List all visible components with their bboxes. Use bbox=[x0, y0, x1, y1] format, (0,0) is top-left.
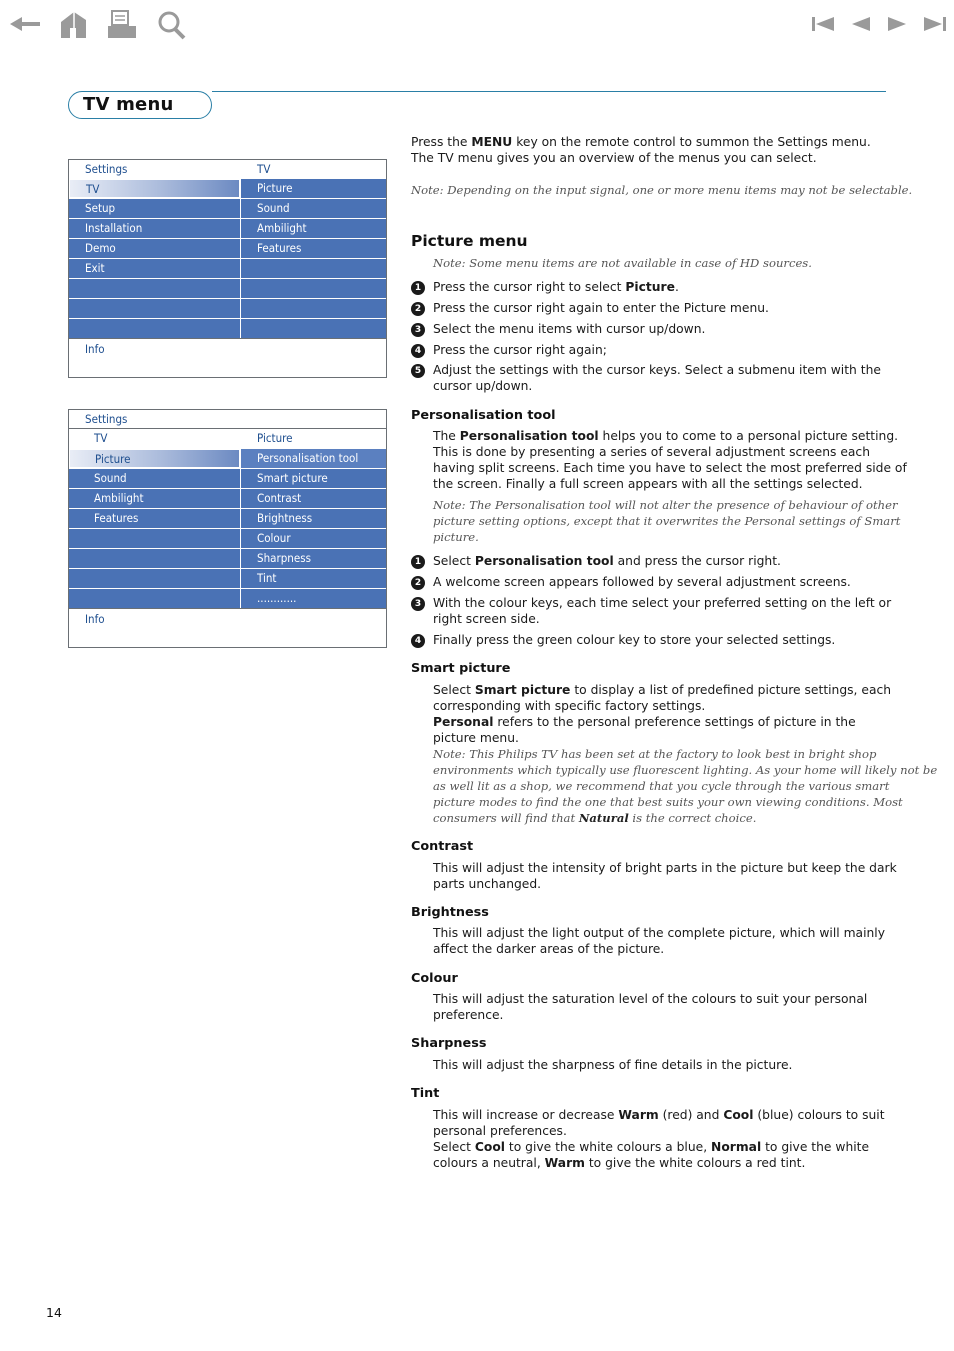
menu-item-installation[interactable]: Installation bbox=[69, 219, 240, 238]
menu-item-setup[interactable]: Setup bbox=[69, 199, 240, 218]
smart-picture-note: Note: This Philips TV has been set at the factory to look best in bright shop environments which typically use fluorescent lighting. As your home will likely not be as well lit as a shop, we recommend that you cycle through the various smart picture modes to find the one that best suits your own viewing conditions. Most consumers will find that Natural is the correct choice. bbox=[433, 747, 938, 825]
submenu-item-tint[interactable]: Tint bbox=[241, 569, 386, 588]
personalisation-note: Note: The Personalisation tool will not alter the presence of behaviour of other picture setting options, except that it overwrites the Personal settings of Smart picture. bbox=[433, 498, 901, 544]
step-text: Select Personalisation tool and press the cursor right. bbox=[433, 554, 781, 568]
step-number: 5 bbox=[411, 364, 425, 378]
tint-heading: Tint bbox=[411, 1086, 440, 1101]
intro-text: The TV menu gives you an overview of the menus you can select. bbox=[411, 151, 817, 165]
picture-menu-heading: Picture menu bbox=[411, 232, 528, 250]
submenu-item-empty bbox=[241, 259, 386, 278]
step-number: 1 bbox=[411, 281, 425, 295]
menu-item-empty bbox=[69, 589, 240, 608]
menu-header-tv: TV bbox=[257, 162, 271, 176]
title-rule bbox=[212, 91, 886, 92]
submenu-item-sharpness[interactable]: Sharpness bbox=[241, 549, 386, 568]
step-text: With the colour keys, each time select your preferred setting on the left or right screen side. bbox=[433, 596, 892, 626]
intro-text: key on the remote control to summon the Settings menu. bbox=[512, 135, 871, 149]
personalisation-paragraph: The Personalisation tool helps you to come to a personal picture setting. This is done by presenting a series of several adjustment screens each having split screens. Each time you have to select the most preferred side of the screen. Finally a full screen appears with all the settings selected. bbox=[433, 429, 907, 491]
menu-item-empty bbox=[69, 279, 240, 298]
submenu-item-contrast[interactable]: Contrast bbox=[241, 489, 386, 508]
menu-row[interactable] bbox=[69, 199, 386, 219]
section-title-box bbox=[68, 91, 212, 119]
menu-row[interactable] bbox=[69, 489, 386, 509]
first-page-icon[interactable] bbox=[806, 8, 842, 42]
last-page-icon[interactable] bbox=[918, 8, 952, 42]
smart-picture-heading: Smart picture bbox=[411, 661, 511, 676]
next-page-icon[interactable] bbox=[880, 8, 916, 42]
menu-info: Info bbox=[85, 612, 105, 626]
submenu-item-empty bbox=[241, 319, 386, 338]
intro-note: Note: Depending on the input signal, one or more menu items may not be selectable. bbox=[411, 183, 913, 197]
sharpness-heading: Sharpness bbox=[411, 1036, 487, 1051]
menu-subheader-row bbox=[69, 429, 386, 449]
step-text: Press the cursor right again to enter the Picture menu. bbox=[433, 301, 769, 315]
previous-page-icon[interactable] bbox=[842, 8, 878, 42]
menu-item-picture[interactable]: Picture bbox=[69, 449, 240, 468]
menu-key-label: MENU bbox=[471, 135, 513, 149]
sharpness-paragraph: This will adjust the sharpness of fine details in the picture. bbox=[433, 1058, 793, 1072]
step-number: 3 bbox=[411, 323, 425, 337]
brightness-heading: Brightness bbox=[411, 905, 489, 920]
submenu-item-empty bbox=[241, 299, 386, 318]
menu-row-empty bbox=[69, 279, 386, 299]
submenu-item-ambilight[interactable]: Ambilight bbox=[241, 219, 386, 238]
menu-item-empty bbox=[69, 569, 240, 588]
menu-row[interactable] bbox=[69, 529, 386, 549]
menu-divider bbox=[69, 338, 386, 339]
menu-item-exit[interactable]: Exit bbox=[69, 259, 240, 278]
submenu-item-picture[interactable]: Picture bbox=[241, 179, 386, 198]
step-text: Press the cursor right again; bbox=[433, 343, 607, 357]
print-icon[interactable] bbox=[104, 8, 140, 42]
submenu-item-colour[interactable]: Colour bbox=[241, 529, 386, 548]
menu-header-settings: Settings bbox=[85, 412, 128, 426]
step-number: 2 bbox=[411, 302, 425, 316]
menu-header-row bbox=[69, 410, 386, 430]
menu-header-row bbox=[69, 160, 386, 180]
search-icon[interactable] bbox=[154, 8, 190, 42]
tint-paragraph: This will increase or decrease Warm (red) and Cool (blue) colours to suit personal preferences. Select Cool to give the white colours a blue, Normal to give the white colours a neutral, Warm to give the white colours a red tint. bbox=[433, 1108, 885, 1170]
step-text: Adjust the settings with the cursor keys. Select a submenu item with the cursor up/down. bbox=[433, 363, 881, 393]
menu-item-ambilight[interactable]: Ambilight bbox=[69, 489, 240, 508]
submenu-item-empty bbox=[241, 279, 386, 298]
menu-row[interactable] bbox=[69, 179, 386, 199]
menu-info: Info bbox=[85, 342, 105, 356]
step-number: 3 bbox=[411, 597, 425, 611]
step-number: 2 bbox=[411, 576, 425, 590]
submenu-item-features[interactable]: Features bbox=[241, 239, 386, 258]
menu-item-empty bbox=[69, 549, 240, 568]
menu-subheader-tv: TV bbox=[94, 431, 108, 445]
step-number: 4 bbox=[411, 634, 425, 648]
menu-subheader-picture: Picture bbox=[257, 431, 293, 445]
step-text: A welcome screen appears followed by several adjustment screens. bbox=[433, 575, 851, 589]
menu-item-tv[interactable]: TV bbox=[69, 179, 240, 198]
brightness-paragraph: This will adjust the light output of the complete picture, which will mainly affect the darker areas of the picture. bbox=[433, 926, 885, 956]
menu-row[interactable] bbox=[69, 239, 386, 259]
menu-item-empty bbox=[69, 299, 240, 318]
picture-menu-screenshot bbox=[68, 409, 387, 648]
step-number: 1 bbox=[411, 555, 425, 569]
menu-row-empty bbox=[69, 299, 386, 319]
menu-row[interactable] bbox=[69, 469, 386, 489]
submenu-item-smart-picture[interactable]: Smart picture bbox=[241, 469, 386, 488]
step-text: Finally press the green colour key to store your selected settings. bbox=[433, 633, 836, 647]
step-number: 4 bbox=[411, 344, 425, 358]
personalisation-heading: Personalisation tool bbox=[411, 408, 556, 423]
menu-header-settings: Settings bbox=[85, 162, 128, 176]
picture-menu-note: Note: Some menu items are not available in case of HD sources. bbox=[433, 256, 812, 270]
menu-row[interactable] bbox=[69, 259, 386, 279]
colour-heading: Colour bbox=[411, 971, 458, 986]
menu-item-features[interactable]: Features bbox=[69, 509, 240, 528]
menu-row[interactable] bbox=[69, 509, 386, 529]
submenu-item-sound[interactable]: Sound bbox=[241, 199, 386, 218]
submenu-item-more[interactable]: ............ bbox=[241, 589, 386, 608]
menu-row[interactable] bbox=[69, 589, 386, 609]
intro-paragraph bbox=[411, 134, 871, 166]
menu-item-empty bbox=[69, 529, 240, 548]
menu-row[interactable] bbox=[69, 219, 386, 239]
menu-item-demo[interactable]: Demo bbox=[69, 239, 240, 258]
menu-divider bbox=[69, 608, 386, 609]
contrast-heading: Contrast bbox=[411, 839, 474, 854]
step-text: Select the menu items with cursor up/down. bbox=[433, 322, 706, 336]
smart-picture-paragraph: Select Smart picture to display a list of predefined picture settings, each corresponding with specific factory settings. Personal refers to the personal preference settings of picture in the picture menu. bbox=[433, 683, 892, 745]
menu-row-empty bbox=[69, 319, 386, 339]
back-arrow-icon[interactable] bbox=[8, 8, 44, 42]
tv-menu-screenshot bbox=[68, 159, 387, 378]
contrast-paragraph: This will adjust the intensity of bright parts in the picture but keep the dark parts unchanged. bbox=[433, 861, 897, 891]
menu-row[interactable] bbox=[69, 549, 386, 569]
page-number: 14 bbox=[46, 1305, 62, 1320]
menu-item-empty bbox=[69, 319, 240, 338]
colour-paragraph: This will adjust the saturation level of the colours to suit your personal preference. bbox=[433, 992, 868, 1022]
intro-text: Press the bbox=[411, 135, 472, 149]
menu-item-sound[interactable]: Sound bbox=[69, 469, 240, 488]
submenu-item-brightness[interactable]: Brightness bbox=[241, 509, 386, 528]
step-text: Press the cursor right to select Picture. bbox=[433, 280, 679, 294]
menu-row[interactable] bbox=[69, 569, 386, 589]
section-title: TV menu bbox=[83, 94, 174, 115]
menu-row[interactable] bbox=[69, 449, 386, 469]
submenu-item-personalisation-tool[interactable]: Personalisation tool bbox=[241, 449, 386, 468]
home-icon[interactable] bbox=[56, 8, 92, 42]
